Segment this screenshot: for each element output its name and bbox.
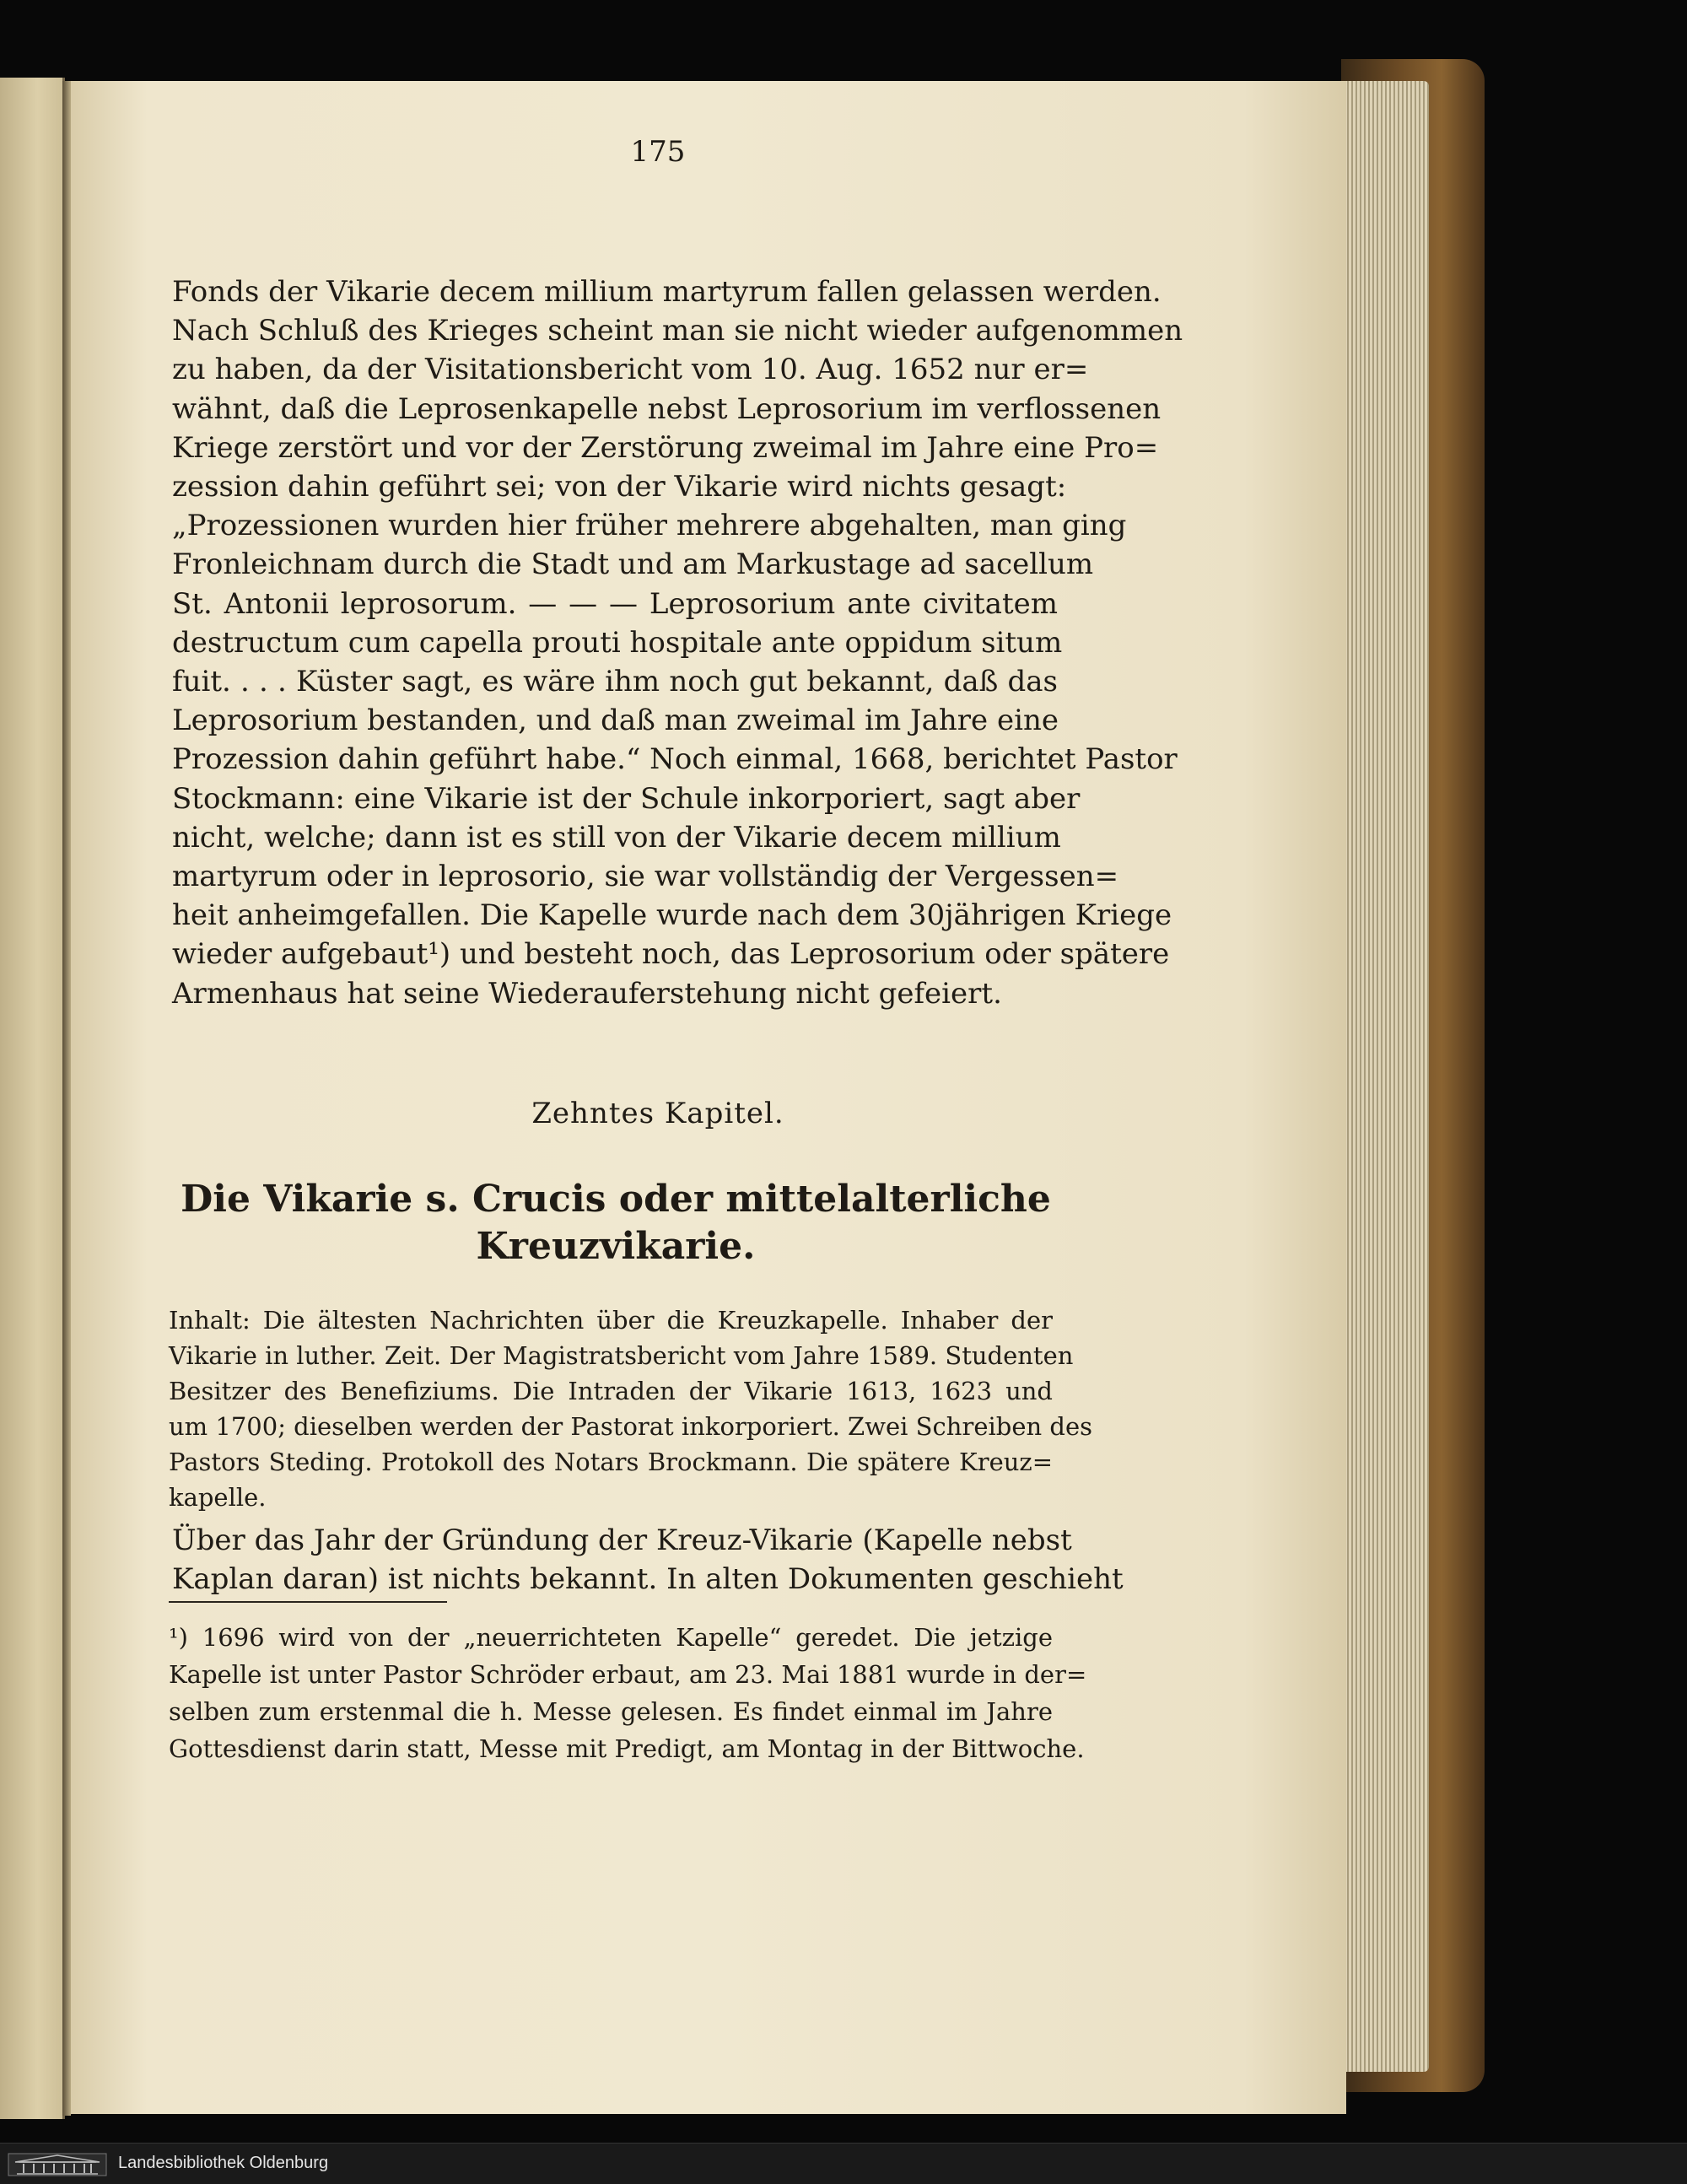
body-text-line: destructum cum capella prouti hospitale ante oppidum situm [172, 625, 1063, 660]
book-gutter [62, 81, 71, 2116]
paragraph-line: Kaplan daran) ist nichts bekannt. In alten Dokumenten geschieht [172, 1562, 1124, 1596]
body-text-line: Kriege zerstört und vor der Zerstörung zweimal im Jahre eine Pro= [172, 430, 1159, 465]
summary-line: Pastors Steding. Protokoll des Notars Brockmann. Die spätere Kreuz= [169, 1448, 1053, 1476]
chapter-title-line-1: Die Vikarie s. Crucis oder mittelalterliche [181, 1178, 1051, 1221]
body-text-line: Nach Schluß des Krieges scheint man sie nicht wieder aufgenommen [172, 314, 1183, 348]
summary-line: Besitzer des Benefiziums. Die Intraden der Vikarie 1613, 1623 und [169, 1377, 1053, 1405]
body-text-line: Armenhaus hat seine Wiederauferstehung nicht gefeiert. [172, 976, 1002, 1011]
body-text-line: martyrum oder in leprosorio, sie war vollständig der Vergessen= [172, 860, 1119, 893]
body-text-line: zession dahin geführt sei; von der Vikarie wird nichts gesagt: [172, 470, 1067, 504]
summary-line: um 1700; dieselben werden der Pastorat inkorporiert. Zwei Schreiben des [169, 1412, 1092, 1441]
summary-line: kapelle. [169, 1483, 267, 1512]
page-edges [1345, 81, 1429, 2072]
body-text-line: nicht, welche; dann ist es still von der Vikarie decem millium [172, 820, 1061, 855]
viewer-footer [0, 2143, 1687, 2184]
page-number: 175 [630, 135, 686, 169]
summary-line: Inhalt: Die ältesten Nachrichten über die Kreuzkapelle. Inhaber der [169, 1306, 1053, 1335]
body-text-line: „Prozessionen wurden hier früher mehrere abgehalten, man ging [172, 509, 1127, 543]
body-text-line: Prozession dahin geführt habe.“ Noch einmal, 1668, berichtet Pastor [172, 742, 1178, 777]
body-text-line: heit anheimgefallen. Die Kapelle wurde nach dem 30jährigen Kriege [172, 898, 1172, 933]
body-text-line: Stockmann: eine Vikarie ist der Schule inkorporiert, sagt aber [172, 781, 1081, 816]
paragraph-line: Über das Jahr der Gründung der Kreuz-Vikarie (Kapelle nebst [172, 1523, 1072, 1557]
footnote-line: Kapelle ist unter Pastor Schröder erbaut, am 23. Mai 1881 wurde in der= [169, 1660, 1087, 1689]
library-building-icon [7, 2150, 108, 2177]
body-text-line: wieder aufgebaut¹) und besteht noch, das Leprosorium oder spätere [172, 937, 1170, 972]
chapter-label: Zehntes Kapitel. [531, 1097, 784, 1130]
footer-institution-name: Landesbibliothek Oldenburg [118, 2154, 329, 2172]
body-text-line: Leprosorium bestanden, und daß man zweimal im Jahre eine [172, 704, 1059, 738]
body-text-line: St. Antonii leprosorum. — — — Leprosorium ante civitatem [172, 586, 1058, 621]
footnote-line: Gottesdienst darin statt, Messe mit Predigt, am Montag in der Bittwoche. [169, 1734, 1085, 1763]
body-text-line: Fonds der Vikarie decem millium martyrum fallen gelassen werden. [172, 275, 1161, 309]
body-text-line: wähnt, daß die Leprosenkapelle nebst Leprosorium im verflossenen [172, 391, 1161, 426]
footnote-line: ¹) 1696 wird von der „neuerrichteten Kapelle“ geredet. Die jetzige [169, 1623, 1053, 1652]
body-text-line: zu haben, da der Visitationsbericht vom 10. Aug. 1652 nur er= [172, 353, 1089, 387]
summary-line: Vikarie in luther. Zeit. Der Magistratsbericht vom Jahre 1589. Studenten [169, 1341, 1074, 1370]
body-text-line: fuit. . . . Küster sagt, es wäre ihm noch gut bekannt, daß das [172, 665, 1058, 698]
footnote-rule [169, 1601, 447, 1603]
body-text-line: Fronleichnam durch die Stadt und am Markustage ad sacellum [172, 547, 1094, 582]
left-page-edge [0, 78, 65, 2119]
footnote-line: selben zum erstenmal die h. Messe gelesen. Es findet einmal im Jahre [169, 1697, 1053, 1726]
chapter-title-line-2: Kreuzvikarie. [476, 1225, 756, 1268]
